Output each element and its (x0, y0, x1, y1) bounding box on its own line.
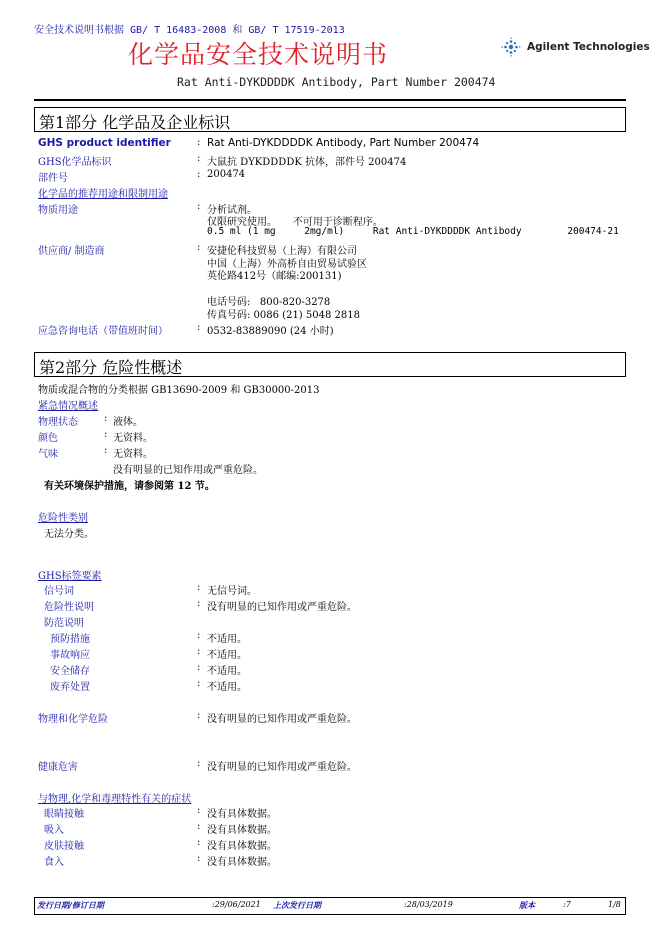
supplier-line-1: 安捷伦科技贸易（上海）有限公司 (207, 246, 357, 257)
previous-issue-value: :28/03/2019 (404, 900, 453, 909)
colon: : (197, 630, 201, 641)
inhalation-label: 吸入 (44, 825, 64, 836)
symptoms-link[interactable]: 与物理,化学和毒理特性有关的症状 (38, 794, 192, 805)
emergency-overview-link[interactable]: 紧急情况概述 (38, 401, 98, 412)
health-label: 健康危害 (38, 762, 78, 773)
section-2-title: 第2部分 危险性概述 (39, 358, 183, 377)
odor-value: 无资料。 (113, 449, 153, 460)
response-label: 事故响应 (50, 650, 90, 661)
ghs-elements-link[interactable]: GHS标签要素 (38, 571, 102, 582)
colon: : (197, 662, 201, 673)
environment-note: 有关环境保护措施，请参阅第 12 节。 (44, 481, 215, 492)
physchem-label: 物理和化学危险 (38, 714, 108, 725)
previous-issue-label: 上次发行日期 (273, 901, 321, 910)
colon: : (197, 242, 201, 253)
header-divider (34, 99, 626, 101)
supplier-line-2: 中国（上海）外高桥自由贸易试验区 (207, 259, 367, 270)
use-line-1: 分析试剂。 (207, 205, 257, 216)
skin-contact-label: 皮肤接触 (44, 841, 84, 852)
colon: : (197, 805, 201, 816)
colon: : (197, 821, 201, 832)
eye-contact-label: 眼睛接触 (44, 809, 84, 820)
colon: : (104, 413, 108, 424)
state-label: 物理状态 (38, 417, 78, 428)
inhalation-value: 没有具体数据。 (207, 825, 277, 836)
phone-number: 电话号码: 800-820-3278 (207, 297, 331, 308)
colon: : (197, 598, 201, 609)
part-value: 200474 (207, 169, 246, 180)
hazard-class-value: 无法分类。 (44, 529, 94, 540)
colon: : (104, 445, 108, 456)
ghs-id-label: GHS product identifier (38, 137, 171, 149)
eye-contact-value: 没有具体数据。 (207, 809, 277, 820)
footer-bar (34, 897, 626, 915)
version-value: :7 (563, 900, 571, 909)
ingestion-value: 没有具体数据。 (207, 857, 277, 868)
no-hazard-note: 没有明显的已知作用或严重危险。 (113, 465, 263, 476)
state-value: 液体。 (113, 417, 143, 428)
colon: : (197, 837, 201, 848)
skin-contact-value: 没有具体数据。 (207, 841, 277, 852)
signal-value: 无信号词。 (207, 586, 257, 597)
ghs-cn-value: 大鼠抗 DYKDDDDK 抗体，部件号 200474 (207, 157, 407, 168)
colon: : (197, 169, 201, 180)
fax-number: 传真号码: 0086 (21) 5048 2818 (207, 310, 360, 321)
use-line-3: 0.5 ml (1 mg 2mg/ml) Rat Anti-DYKDDDDK Antibody 200474-21 (207, 226, 619, 237)
signal-label: 信号词 (44, 586, 74, 597)
colon: : (104, 429, 108, 440)
color-value: 无资料。 (113, 433, 153, 444)
ingestion-label: 食入 (44, 857, 64, 868)
response-value: 不适用。 (207, 650, 247, 661)
color-label: 颜色 (38, 433, 58, 444)
storage-label: 安全储存 (50, 666, 90, 677)
colon: : (197, 201, 201, 212)
part-label: 部件号 (38, 173, 68, 184)
hazard-class-link[interactable]: 危险性类别 (38, 513, 88, 524)
prevention-label: 预防措施 (50, 634, 90, 645)
section-1-title: 第1部分 化学品及企业标识 (39, 113, 231, 132)
prevention-value: 不适用。 (207, 634, 247, 645)
colon: : (197, 710, 201, 721)
use-label: 物质用途 (38, 205, 78, 216)
disposal-value: 不适用。 (207, 682, 247, 693)
disposal-label: 废弃处置 (50, 682, 90, 693)
brand-name: Agilent Technologies (527, 41, 650, 53)
hazard-statement-value: 没有明显的已知作用或严重危险。 (207, 602, 357, 613)
ghs-cn-label: GHS化学品标识 (38, 157, 112, 168)
physchem-value: 没有明显的已知作用或严重危险。 (207, 714, 357, 725)
precaution-label: 防范说明 (44, 618, 84, 629)
colon: : (197, 322, 201, 333)
use-heading-link[interactable]: 化学品的推荐用途和限制用途 (38, 189, 168, 200)
section-2-header (34, 352, 626, 377)
page-title: 化学品安全技术说明书 (128, 40, 389, 69)
supplier-label: 供应商/ 制造商 (38, 246, 105, 257)
colon: : (197, 758, 201, 769)
colon: : (197, 678, 201, 689)
standard-note: 安全技术说明书根据 GB/ T 16483-2008 和 GB/ T 17519-2013 (34, 25, 345, 36)
colon: : (197, 153, 201, 164)
hazard-statement-label: 危险性说明 (44, 602, 94, 613)
odor-label: 气味 (38, 449, 58, 460)
section-1-header (34, 107, 626, 132)
colon: : (197, 137, 201, 148)
agilent-spark-icon (501, 37, 521, 57)
page-number: 1/8 (608, 900, 621, 909)
issue-date-label: 发行日期/修订日期 (37, 901, 104, 910)
issue-date-value: :29/06/2021 (212, 900, 261, 909)
storage-value: 不适用。 (207, 666, 247, 677)
use-line-2: 仅限研究使用。 不可用于诊断程序。 (207, 217, 383, 228)
health-value: 没有明显的已知作用或严重危险。 (207, 762, 357, 773)
version-label: 版本 (519, 901, 535, 910)
colon: : (197, 646, 201, 657)
colon: : (197, 853, 201, 864)
supplier-line-3: 英伦路412号（邮编:200131) (207, 271, 342, 282)
colon: : (197, 582, 201, 593)
classification-basis: 物质或混合物的分类根据 GB13690-2009 和 GB30000-2013 (38, 385, 320, 396)
emergency-label: 应急咨询电话（带值班时间） (38, 326, 168, 337)
emergency-value: 0532-83889090 (24 小时) (207, 326, 334, 337)
ghs-id-value: Rat Anti-DYKDDDDK Antibody, Part Number 200474 (207, 137, 480, 149)
product-subtitle: Rat Anti-DYKDDDDK Antibody, Part Number 200474 (177, 75, 496, 89)
